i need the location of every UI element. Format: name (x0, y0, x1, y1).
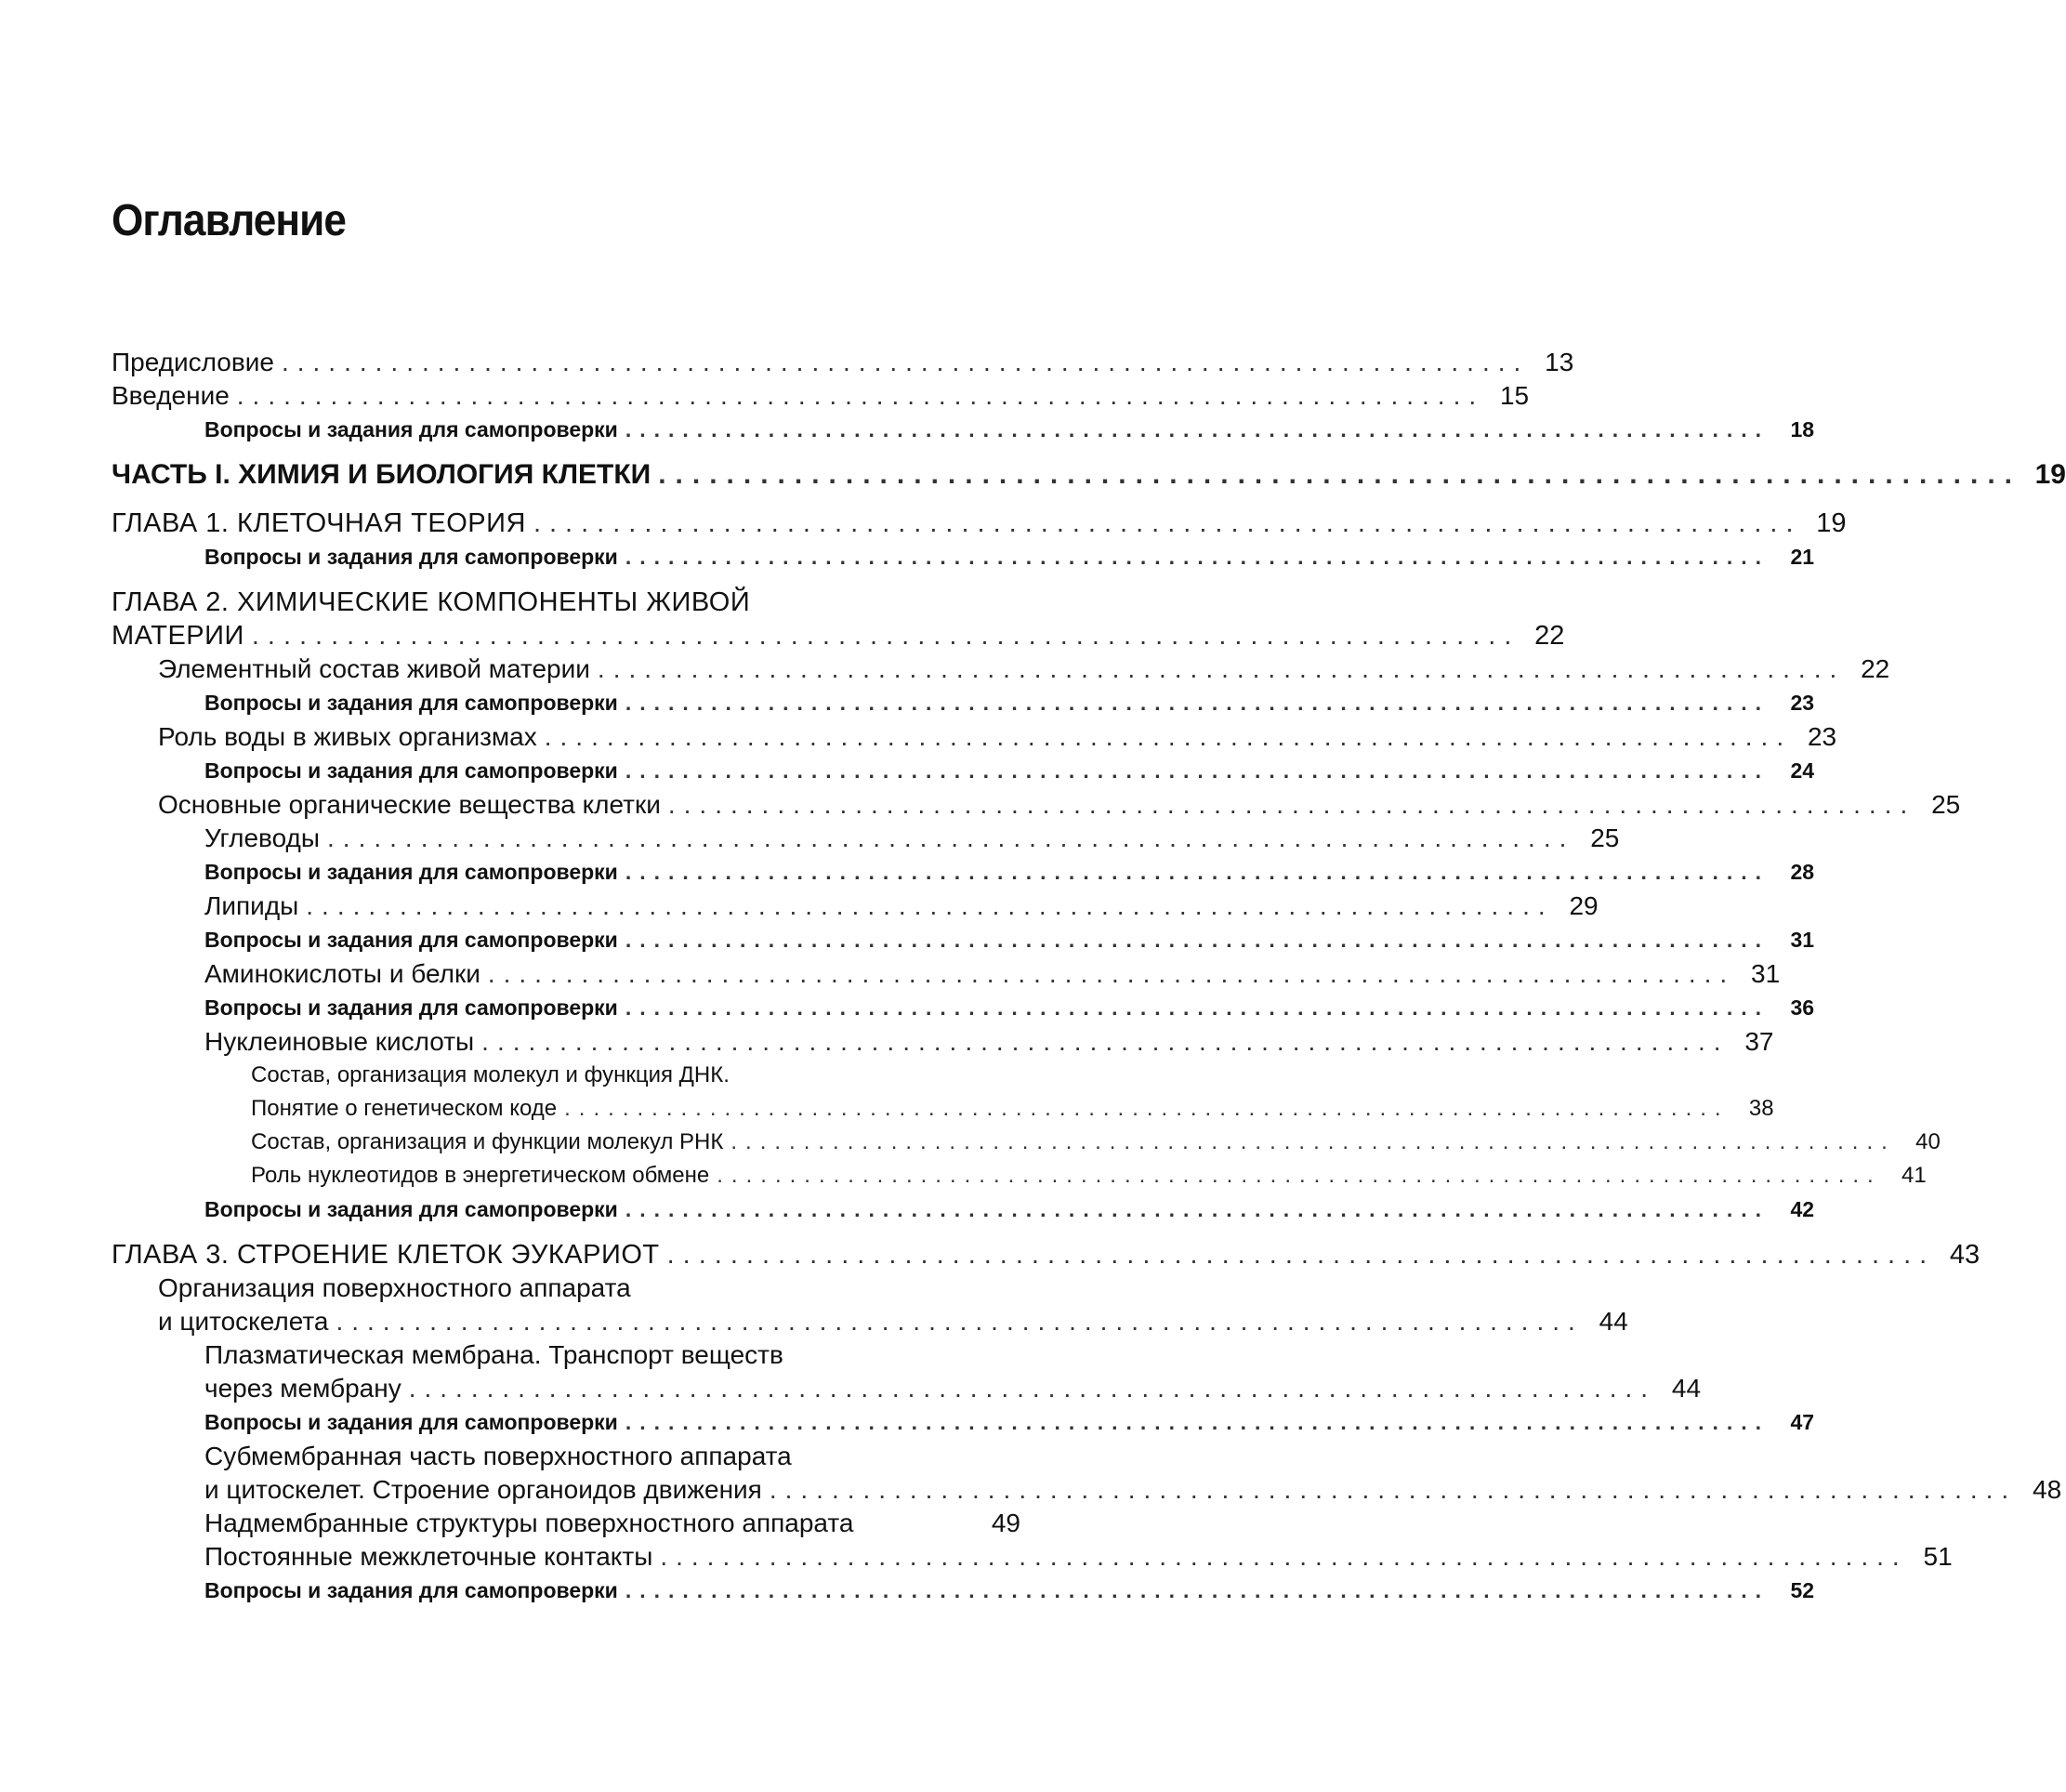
toc-entry (112, 1338, 1020, 1405)
toc-page-number: 44 (1589, 1305, 1628, 1338)
toc-leader-dots: ................................................................................ (625, 540, 1770, 574)
toc-entry-title: ГЛАВА 1. КЛЕТОЧНАЯ ТЕОРИЯ (112, 507, 526, 540)
toc-entry-title: и цитоскелета (158, 1305, 328, 1338)
toc-entry (112, 586, 1020, 652)
toc-entry-title: Углеводы (204, 822, 320, 855)
toc-entry-title: Вопросы и задания для самопроверки (204, 991, 618, 1025)
toc-leader-dots: ................................................................................ (658, 455, 2021, 495)
toc-entry (112, 788, 1020, 822)
toc-entry-title: и цитоскелет. Строение органоидов движения (204, 1473, 762, 1507)
toc-entry (112, 889, 1020, 923)
toc-leader-dots: ................................................................................ (625, 413, 1770, 447)
toc-entry (112, 455, 1020, 495)
toc-leader-dots: ................................................................................ (770, 1473, 2017, 1507)
toc-entry (112, 413, 1020, 447)
toc-leader-dots: ................................................................................ (730, 1126, 1895, 1159)
toc-page-number: 13 (1534, 346, 1573, 379)
toc-entry (112, 991, 1020, 1025)
toc-entry (112, 822, 1020, 855)
toc-entry (112, 923, 1020, 957)
toc-entry (112, 1405, 1020, 1440)
toc-entry-title: ГЛАВА 3. СТРОЕНИЕ КЛЕТОК ЭУКАРИОТ (112, 1238, 660, 1272)
toc-entry-title: Нуклеиновые кислоты (204, 1025, 474, 1059)
toc-leader-dots: ................................................................................ (533, 507, 1802, 540)
toc-leader-dots: ................................................................................ (625, 1574, 1770, 1608)
toc-page-number: 43 (1941, 1238, 1980, 1272)
toc-entry-title: ЧАСТЬ I. ХИМИЯ И БИОЛОГИЯ КЛЕТКИ (112, 455, 651, 495)
toc-entry-title: через мембрану (204, 1372, 401, 1405)
toc-entry (112, 1159, 1020, 1192)
toc-page-number: 31 (1775, 923, 1814, 957)
page-title: Оглавление (112, 195, 346, 246)
toc-leader-dots: ................................................................................ (667, 1238, 1936, 1272)
toc-leader-dots: ................................................................................ (327, 822, 1574, 855)
toc-entry (112, 720, 1020, 754)
toc-page-number: 23 (1797, 720, 1836, 754)
toc-leader-dots: ................................................................................ (625, 923, 1770, 957)
toc-page-number: 19 (2027, 455, 2066, 495)
toc-entry-title-first-line: Организация поверхностного аппарата (158, 1272, 1020, 1305)
toc-entry (112, 540, 1020, 574)
toc-entry-title: Элементный состав живой материи (158, 652, 590, 686)
toc-leader-dots: ................................................................................ (668, 788, 1915, 822)
toc-entry (112, 957, 1020, 991)
toc-leader-dots: ................................................................................ (409, 1372, 1656, 1405)
toc-page-number: 52 (1775, 1574, 1814, 1608)
toc-entry (112, 1059, 1020, 1126)
toc-page-number: 41 (1888, 1159, 1927, 1192)
toc-page-number: 18 (1775, 413, 1814, 447)
toc-page-number: 47 (1775, 1405, 1814, 1440)
toc-page-number: 21 (1775, 540, 1814, 574)
toc-page-number: 38 (1735, 1092, 1774, 1126)
toc-page-number: 29 (1559, 889, 1599, 923)
toc-entry-title: Вопросы и задания для самопроверки (204, 1574, 618, 1608)
toc-entry-title: Вопросы и задания для самопроверки (204, 923, 618, 957)
toc-entry-title: Вопросы и задания для самопроверки (204, 1192, 618, 1227)
toc-entry (112, 686, 1020, 720)
toc-leader-dots: ................................................................................ (598, 652, 1845, 686)
toc-entry (112, 1272, 1020, 1338)
toc-entry-title: Надмембранные структуры поверхностного аппарата (204, 1507, 853, 1540)
toc-entry-title-first-line: ГЛАВА 2. ХИМИЧЕСКИЕ КОМПОНЕНТЫ ЖИВОЙ (112, 586, 1020, 619)
toc-page-number: 40 (1902, 1126, 1941, 1159)
toc-entry-title: Вопросы и задания для самопроверки (204, 540, 618, 574)
toc-entry-title-first-line: Состав, организация молекул и функция ДНК. (251, 1059, 1020, 1092)
toc-entry-title: МАТЕРИИ (112, 619, 244, 652)
toc-leader-dots: ................................................................................ (237, 379, 1484, 413)
toc-entry (112, 1574, 1020, 1608)
toc-entry (112, 1025, 1020, 1059)
toc-leader-dots: ................................................................................ (625, 686, 1770, 720)
toc-entry-title: Постоянные межклеточные контакты (204, 1540, 652, 1574)
toc-entry-title: Вопросы и задания для самопроверки (204, 754, 618, 788)
toc-page-number: 24 (1775, 754, 1814, 788)
toc-page-number: 31 (1741, 957, 1780, 991)
toc-entry-title: Предисловие (112, 346, 274, 379)
toc-entry-title: Вопросы и задания для самопроверки (204, 855, 618, 889)
toc-page-number: 22 (1850, 652, 1889, 686)
toc-leader-dots: ................................................................................ (717, 1159, 1881, 1192)
toc-page-number: 51 (1914, 1540, 1953, 1574)
toc-entry (112, 1540, 1020, 1574)
toc-leader-dots: ................................................................................ (488, 957, 1735, 991)
toc-entry (112, 1440, 1020, 1507)
toc-page-number: 28 (1775, 855, 1814, 889)
toc-entry-title: Вопросы и задания для самопроверки (204, 686, 618, 720)
toc-entry-title: Вопросы и задания для самопроверки (204, 1405, 618, 1440)
toc-entry-title: Вопросы и задания для самопроверки (204, 413, 618, 447)
toc-entry-title: Аминокислоты и белки (204, 957, 480, 991)
toc-page-number: 37 (1735, 1025, 1774, 1059)
toc-page-number: 49 (981, 1507, 1020, 1540)
toc-entry-title: Липиды (204, 889, 298, 923)
toc-entry (112, 1126, 1020, 1159)
toc-leader-dots: ................................................................................ (625, 1405, 1770, 1440)
toc-entry (112, 1192, 1020, 1227)
toc-page-number: 42 (1775, 1192, 1814, 1227)
toc-page-number: 22 (1525, 619, 1564, 652)
toc-page-number: 23 (1775, 686, 1814, 720)
toc-page-number: 15 (1490, 379, 1529, 413)
toc-entry-title: Основные органические вещества клетки (158, 788, 661, 822)
toc-entry (112, 855, 1020, 889)
toc-leader-dots: ................................................................................ (306, 889, 1553, 923)
toc-page-number: 44 (1662, 1372, 1701, 1405)
toc-entry (112, 379, 1020, 413)
toc-leader-dots: ................................................................................ (481, 1025, 1729, 1059)
toc-page-number: 36 (1775, 991, 1814, 1025)
toc-entry (112, 346, 1020, 379)
toc-leader-dots: ................................................................................ (625, 855, 1770, 889)
toc-leader-dots: ................................................................................ (625, 1192, 1770, 1227)
toc-entry (112, 1238, 1020, 1272)
toc-page-number: 25 (1580, 822, 1619, 855)
toc-page-number: 25 (1921, 788, 1960, 822)
toc-entry (112, 754, 1020, 788)
toc-leader-dots: ................................................................................ (625, 754, 1770, 788)
toc-entry (112, 652, 1020, 686)
toc-leader-dots: ................................................................................ (282, 346, 1529, 379)
toc-entry-title: Состав, организация и функции молекул РНК (251, 1126, 723, 1159)
toc-entry-title: Роль нуклеотидов в энергетическом обмене (251, 1159, 709, 1192)
toc-entry (112, 1507, 1020, 1540)
toc-leader-dots: ................................................................................ (564, 1092, 1729, 1126)
table-of-contents (112, 346, 1020, 1608)
toc-leader-dots: ................................................................................ (660, 1540, 1907, 1574)
toc-entry-title-first-line: Субмембранная часть поверхностного аппарата (204, 1440, 1020, 1473)
toc-entry-title: Введение (112, 379, 230, 413)
toc-page-number: 19 (1808, 507, 1847, 540)
toc-leader-dots: ................................................................................ (252, 619, 1520, 652)
toc-entry (112, 507, 1020, 540)
toc-leader-dots: ................................................................................ (336, 1305, 1583, 1338)
toc-entry-title: Роль воды в живых организмах (158, 720, 537, 754)
toc-entry-title-first-line: Плазматическая мембрана. Транспорт веществ (204, 1338, 1020, 1372)
toc-entry-title: Понятие о генетическом коде (251, 1092, 557, 1126)
toc-leader-dots: ................................................................................ (545, 720, 1792, 754)
toc-leader-dots: ................................................................................ (625, 991, 1770, 1025)
toc-page-number: 48 (2022, 1473, 2061, 1507)
